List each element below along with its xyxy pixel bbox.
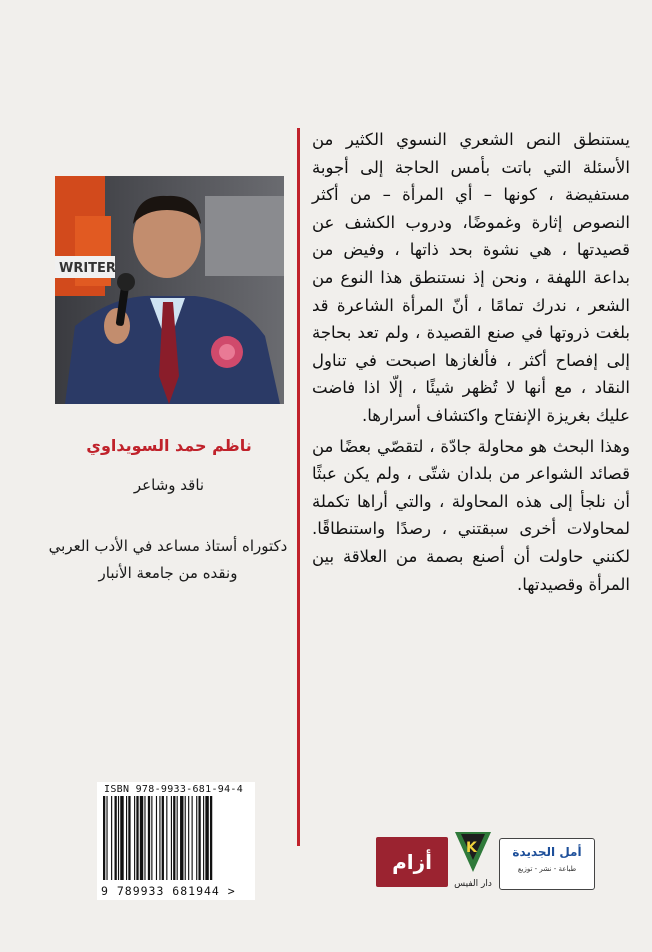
barcode-bar bbox=[111, 796, 112, 880]
author-photo bbox=[55, 176, 284, 404]
barcode-bar bbox=[185, 796, 186, 880]
isbn-barcode bbox=[97, 782, 255, 900]
publisher-azam-label: أزام bbox=[392, 850, 432, 874]
publisher-amal-name: أمل الجديدة bbox=[512, 845, 582, 859]
barcode-bar bbox=[106, 796, 107, 880]
blurb-paragraph-2: وهذا البحث هو محاولة جادّة ، لتقصّي بعضًا من قصائد الشواعر من بلدان شتّى ، ولم يكن عبثًا أن نلجأ إلى هذه المحاولة ، والتي أراها تكملة لمحاولات أخرى سبقتني ، رصدًا واستنطاقًا. لكنني حاولت أن أصنع بصمة من العلاقة بين المرأة وقصيدتها. bbox=[312, 436, 630, 594]
publisher-logo-azam bbox=[376, 837, 448, 887]
barcode-bar bbox=[128, 796, 130, 880]
back-cover-blurb bbox=[312, 126, 630, 598]
barcode-bar bbox=[156, 796, 157, 880]
barcode-bar bbox=[210, 796, 212, 880]
barcode-bar bbox=[118, 796, 119, 880]
barcode-bar bbox=[180, 796, 183, 880]
barcode-bar bbox=[126, 796, 127, 880]
barcode-bar bbox=[203, 796, 204, 880]
barcode-bar bbox=[198, 796, 200, 880]
barcode-bar bbox=[148, 796, 150, 880]
author-photo-image bbox=[55, 176, 284, 404]
barcode-bar bbox=[136, 796, 138, 880]
barcode-bar bbox=[162, 796, 164, 880]
publisher-logo-k bbox=[452, 828, 494, 890]
barcode-bar bbox=[177, 796, 178, 880]
k-logo-caption: دار الفيس bbox=[454, 879, 492, 889]
barcode-bars bbox=[97, 782, 255, 900]
barcode-bar bbox=[166, 796, 167, 880]
photo-sign-text: WRITER bbox=[59, 261, 116, 276]
barcode-bar bbox=[134, 796, 135, 880]
author-bio bbox=[30, 533, 306, 587]
isbn-number: ISBN 978-9933-681-94-4 bbox=[104, 784, 244, 795]
barcode-bar bbox=[144, 796, 145, 880]
barcode-bar bbox=[171, 796, 172, 880]
blurb-paragraph-1: يستنطق النص الشعري النسوي الكثير من الأسئلة التي باتت بأمس الحاجة إلى أجوبة مستفيضة ، كونها – أي المرأة – من أكثر النصوص إثارة وغموضًا، ودروب الكشف عن قصيدتها ، هي نشوة بحد ذاتها ، وفيض من بداعة اللهفة ، ونحن إذ نستنطق هذا النوع من الشعر ، ندرك تمامًا ، أنّ المرأة الشاعرة قد بلغت ذروتها في صنع القصيدة ، ولم تعد بحاجة إلى إفصاح أكثر ، فألغازها اصبحت في تناول النقاد ، مع أنها لا تُظهر شيئًا ، إلّا اذا فاضت عليك بغريزة الإنفتاح واكتشاف أسرارها. bbox=[312, 130, 630, 425]
publisher-logo-amal bbox=[499, 838, 595, 890]
isbn-digits: 9 789933 681944 > bbox=[101, 884, 236, 898]
barcode-bar bbox=[188, 796, 189, 880]
barcode-bar bbox=[192, 796, 193, 880]
author-bio-line-2: ونقده من جامعة الأنبار bbox=[98, 564, 238, 582]
barcode-bar bbox=[205, 796, 208, 880]
author-role: ناقد وشاعر bbox=[133, 476, 205, 494]
author-bio-line-1: دكتوراه أستاذ مساعد في الأدب العربي bbox=[48, 537, 288, 555]
barcode-bar bbox=[173, 796, 175, 880]
barcode-bar bbox=[103, 796, 105, 880]
barcode-bar bbox=[151, 796, 152, 880]
barcode-bar bbox=[140, 796, 143, 880]
barcode-bar bbox=[159, 796, 160, 880]
barcode-bar bbox=[115, 796, 117, 880]
k-logo-icon bbox=[452, 828, 494, 890]
k-logo-letter: K bbox=[466, 840, 477, 856]
barcode-bar bbox=[196, 796, 197, 880]
publisher-amal-tagline: طباعة - نشر - توزيع bbox=[517, 865, 577, 873]
author-name: ناظم حمد السويداوي bbox=[86, 436, 252, 455]
barcode-bar bbox=[120, 796, 123, 880]
